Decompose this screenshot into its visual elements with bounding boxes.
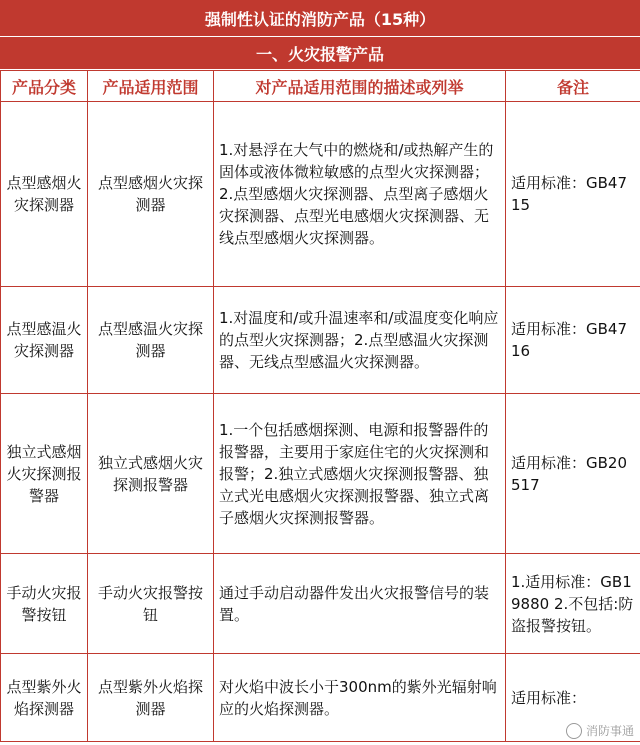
cell-note: 适用标准：GB4716 [506,287,640,394]
table-row [1,654,640,742]
header-description: 对产品适用范围的描述或列举 [214,71,506,102]
table-row [1,102,640,287]
cell-scope: 点型感温火灾探测器 [88,287,214,394]
table-header-row [1,71,640,102]
table-row [1,287,640,394]
cell-scope: 独立式感烟火灾探测报警器 [88,394,214,554]
section-title: 一、火灾报警产品 [0,37,640,70]
product-table [0,70,640,742]
table-row [1,394,640,554]
cell-scope: 手动火灾报警按钮 [88,554,214,654]
cell-category: 手动火灾报警按钮 [1,554,88,654]
cell-description: 通过手动启动器件发出火灾报警信号的装置。 [214,554,506,654]
wechat-icon [566,723,582,739]
cell-note: 1.适用标准：GB19880 2.不包括:防盗报警按钮。 [506,554,640,654]
header-category: 产品分类 [1,71,88,102]
watermark [566,722,634,739]
cell-note: 适用标准：GB20517 [506,394,640,554]
table-row [1,554,640,654]
cell-note: 适用标准：GB4715 [506,102,640,287]
page-title: 强制性认证的消防产品（15种） [0,0,640,37]
cell-scope: 点型紫外火焰探测器 [88,654,214,742]
cell-description: 1.对悬浮在大气中的燃烧和/或热解产生的固体或液体微粒敏感的点型火灾探测器；2.点型感烟火灾探测器、点型离子感烟火灾探测器、点型光电感烟火灾探测器、无线点型感烟火灾探测器。 [214,102,506,287]
cell-scope: 点型感烟火灾探测器 [88,102,214,287]
cell-description: 1.对温度和/或升温速率和/或温度变化响应的点型火灾探测器；2.点型感温火灾探测器、无线点型感温火灾探测器。 [214,287,506,394]
watermark-text: 消防事通 [585,724,634,738]
cell-category: 点型感烟火灾探测器 [1,102,88,287]
cell-note: 适用标准： [506,654,640,742]
header-note: 备注 [506,71,640,102]
cell-description: 对火焰中波长小于300nm的紫外光辐射响应的火焰探测器。 [214,654,506,742]
cell-description: 1.一个包括感烟探测、电源和报警器件的报警器，主要用于家庭住宅的火灾探测和报警；2.独立式感烟火灾探测报警器、独立式光电感烟火灾探测报警器、独立式离子感烟火灾探测报警器。 [214,394,506,554]
cell-category: 点型感温火灾探测器 [1,287,88,394]
cell-category: 点型紫外火焰探测器 [1,654,88,742]
header-scope: 产品适用范围 [88,71,214,102]
cell-category: 独立式感烟火灾探测报警器 [1,394,88,554]
